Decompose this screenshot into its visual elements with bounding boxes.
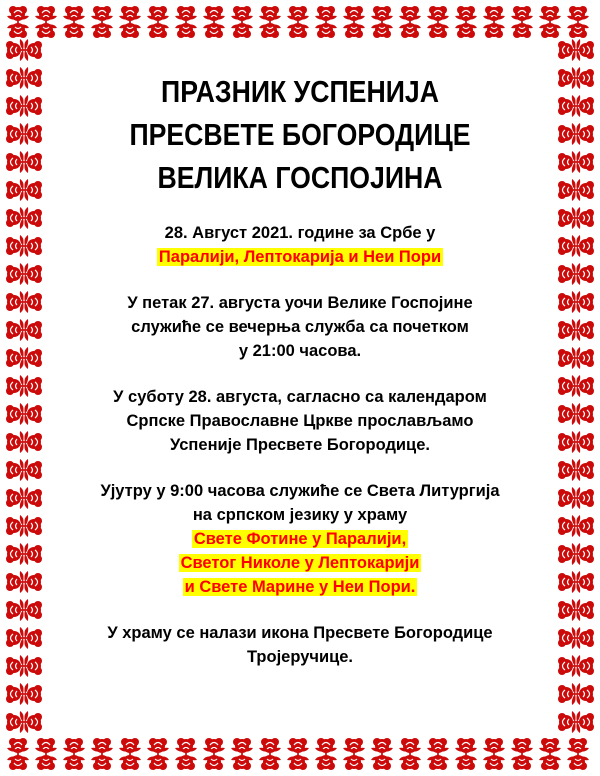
title-line-3: ВЕЛИКА ГОСПОЈИНА <box>157 160 443 195</box>
page-title <box>94 70 507 199</box>
date-paragraph <box>60 221 540 269</box>
rose-border-icon <box>572 711 594 733</box>
vespers-line-2: служиће се вечерња служба са почетком <box>131 318 469 336</box>
rose-border-icon <box>572 683 594 705</box>
rose-border-icon <box>20 235 42 257</box>
rose-border-icon <box>572 207 594 229</box>
rose-border-icon <box>20 39 42 61</box>
liturgy-line-1: Ујутру у 9:00 часова служиће се Света Литургија <box>100 482 500 500</box>
rose-border-icon <box>572 515 594 537</box>
rose-border-icon <box>572 459 594 481</box>
liturgy-line-2: на српском језику у храму <box>192 506 408 524</box>
rose-border-icon <box>572 431 594 453</box>
rose-border-icon <box>20 347 42 369</box>
rose-border-icon <box>572 123 594 145</box>
rose-border-icon <box>20 179 42 201</box>
feast-paragraph <box>60 385 540 457</box>
feast-line-2: Српске Православне Цркве прослављамо <box>126 412 474 430</box>
liturgy-paragraph <box>60 479 540 599</box>
feast-line-3: Успеније Пресвете Богородице. <box>170 436 430 454</box>
rose-border-icon <box>20 151 42 173</box>
rose-border-icon <box>572 655 594 677</box>
rose-border-icon <box>20 543 42 565</box>
icon-note-line-2: Тројеручице. <box>246 648 354 666</box>
rose-border-icon <box>572 571 594 593</box>
rose-border-icon <box>20 319 42 341</box>
rose-border-icon <box>20 571 42 593</box>
rose-border-icon <box>572 543 594 565</box>
vespers-line-1: У петак 27. августа уочи Велике Госпојине <box>127 294 473 312</box>
rose-border-icon <box>572 235 594 257</box>
rose-border-icon <box>572 291 594 313</box>
icon-note-paragraph <box>60 621 540 669</box>
vespers-paragraph <box>60 291 540 363</box>
rose-border-icon <box>572 599 594 621</box>
rose-border-icon <box>20 95 42 117</box>
rose-border-icon <box>572 67 594 89</box>
icon-note-line-1: У храму се налази икона Пресвете Богородице <box>107 624 493 642</box>
vespers-line-3: у 21:00 часова. <box>238 342 362 360</box>
rose-border-icon <box>20 459 42 481</box>
rose-border-icon <box>572 375 594 397</box>
rose-border-icon <box>20 627 42 649</box>
locations-highlight: Паралији, Лептокарија и Неи Пори <box>158 248 442 266</box>
rose-border-icon <box>20 431 42 453</box>
rose-border-icon <box>20 375 42 397</box>
rose-border-icon <box>20 515 42 537</box>
rose-border-icon <box>572 39 594 61</box>
feast-line-1: У суботу 28. августа, сагласно са календаром <box>113 388 487 406</box>
rose-border-icon <box>20 263 42 285</box>
title-line-1: ПРАЗНИК УСПЕНИЈА <box>161 74 439 109</box>
date-line: 28. Август 2021. године за Србе у <box>164 224 436 242</box>
rose-border-icon <box>572 95 594 117</box>
rose-border-icon <box>572 627 594 649</box>
rose-border-icon <box>20 711 42 733</box>
rose-border-icon <box>572 151 594 173</box>
rose-border-icon <box>20 599 42 621</box>
rose-border-icon <box>20 207 42 229</box>
invitation-content <box>60 70 540 691</box>
rose-border-icon <box>572 179 594 201</box>
rose-border-icon <box>572 487 594 509</box>
rose-border-icon <box>20 67 42 89</box>
rose-border-icon <box>572 263 594 285</box>
rose-border-icon <box>572 403 594 425</box>
rose-border-icon <box>20 291 42 313</box>
church-highlight-2: Светог Николе у Лептокарији <box>180 554 420 572</box>
rose-border-icon <box>20 123 42 145</box>
rose-border-icon <box>20 655 42 677</box>
church-highlight-1: Свете Фотине у Паралији, <box>193 530 407 548</box>
title-line-2: ПРЕСВЕТЕ БОГОРОДИЦЕ <box>129 117 471 152</box>
church-highlight-3: и Свете Марине у Неи Пори. <box>184 578 416 596</box>
rose-border-icon <box>572 319 594 341</box>
rose-border-icon <box>20 403 42 425</box>
rose-border-icon <box>572 347 594 369</box>
rose-border-icon <box>20 487 42 509</box>
rose-border-icon <box>20 683 42 705</box>
